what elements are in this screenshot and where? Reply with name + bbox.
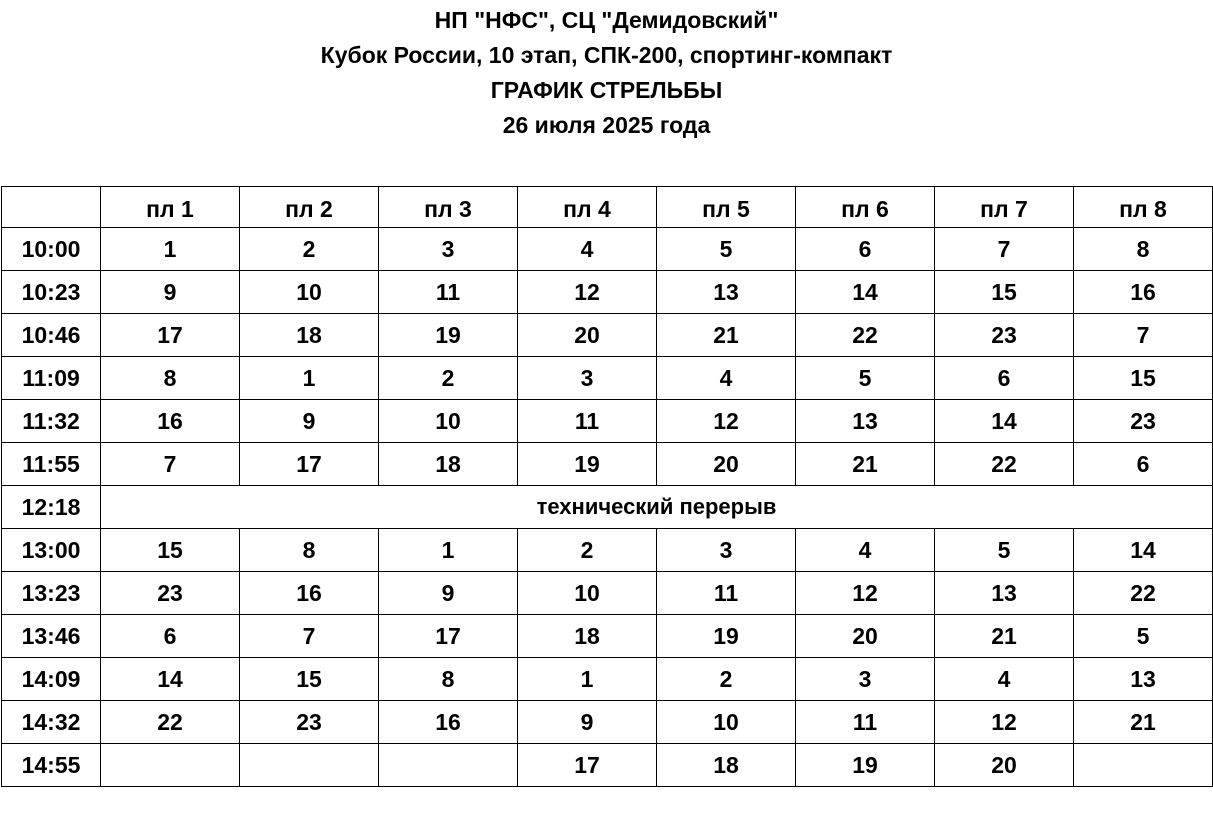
shooter-cell: 12	[657, 400, 796, 443]
shooter-cell: 12	[796, 572, 935, 615]
shooter-cell	[379, 744, 518, 787]
table-row	[2, 529, 1213, 572]
shooter-cell: 1	[240, 357, 379, 400]
shooter-cell: 7	[935, 228, 1074, 271]
shooter-cell: 14	[796, 271, 935, 314]
shooter-cell: 16	[1074, 271, 1213, 314]
shooter-cell: 1	[379, 529, 518, 572]
shooter-cell: 6	[1074, 443, 1213, 486]
shooter-cell: 14	[1074, 529, 1213, 572]
shooter-cell: 4	[935, 658, 1074, 701]
shooter-cell: 12	[935, 701, 1074, 744]
table-row	[2, 314, 1213, 357]
shooter-cell: 21	[657, 314, 796, 357]
header-cell-platform-2: пл 2	[240, 187, 379, 228]
shooter-cell: 8	[379, 658, 518, 701]
shooter-cell: 10	[518, 572, 657, 615]
table-row	[2, 658, 1213, 701]
shooter-cell: 19	[657, 615, 796, 658]
table-row	[2, 744, 1213, 787]
header-cell-time	[2, 187, 101, 228]
time-cell: 14:09	[2, 658, 101, 701]
table-row	[2, 228, 1213, 271]
shooter-cell: 4	[657, 357, 796, 400]
header-cell-platform-3: пл 3	[379, 187, 518, 228]
shooter-cell: 22	[935, 443, 1074, 486]
shooter-cell: 7	[240, 615, 379, 658]
shooter-cell: 17	[379, 615, 518, 658]
shooter-cell: 19	[518, 443, 657, 486]
shooter-cell: 22	[796, 314, 935, 357]
shooter-cell: 20	[935, 744, 1074, 787]
shooter-cell: 6	[935, 357, 1074, 400]
shooter-cell: 9	[518, 701, 657, 744]
shooter-cell: 13	[657, 271, 796, 314]
shooter-cell: 17	[518, 744, 657, 787]
shooter-cell: 18	[518, 615, 657, 658]
table-row	[2, 572, 1213, 615]
header-cell-platform-7: пл 7	[935, 187, 1074, 228]
shooter-cell: 2	[518, 529, 657, 572]
shooter-cell: 16	[379, 701, 518, 744]
shooter-cell: 9	[379, 572, 518, 615]
shooter-cell	[240, 744, 379, 787]
shooter-cell	[101, 744, 240, 787]
competition-title: Кубок России, 10 этап, СПК-200, спортинг-компакт	[320, 42, 893, 68]
shooter-cell: 20	[518, 314, 657, 357]
shooter-cell: 23	[935, 314, 1074, 357]
time-cell: 11:55	[2, 443, 101, 486]
shooter-cell: 14	[935, 400, 1074, 443]
table-row	[2, 271, 1213, 314]
shooter-cell: 17	[101, 314, 240, 357]
time-cell: 10:00	[2, 228, 101, 271]
time-cell: 13:23	[2, 572, 101, 615]
header-cell-platform-4: пл 4	[518, 187, 657, 228]
shooter-cell: 15	[240, 658, 379, 701]
schedule-date: 26 июля 2025 года	[502, 112, 711, 138]
shooter-cell: 23	[101, 572, 240, 615]
shooter-cell: 8	[101, 357, 240, 400]
time-cell: 11:32	[2, 400, 101, 443]
shooter-cell: 20	[796, 615, 935, 658]
shooter-cell: 19	[379, 314, 518, 357]
shooter-cell: 5	[657, 228, 796, 271]
shooter-cell: 15	[935, 271, 1074, 314]
document-header	[0, 0, 1213, 143]
shooter-cell: 4	[518, 228, 657, 271]
shooter-cell: 6	[101, 615, 240, 658]
shooter-cell: 11	[518, 400, 657, 443]
shooter-cell: 15	[101, 529, 240, 572]
shooter-cell: 3	[379, 228, 518, 271]
time-cell: 10:23	[2, 271, 101, 314]
time-cell: 14:32	[2, 701, 101, 744]
shooter-cell: 22	[101, 701, 240, 744]
shooter-cell: 7	[1074, 314, 1213, 357]
header-cell-platform-8: пл 8	[1074, 187, 1213, 228]
table-body	[2, 228, 1213, 787]
shooter-cell: 2	[240, 228, 379, 271]
shooter-cell: 18	[240, 314, 379, 357]
shooter-cell: 7	[101, 443, 240, 486]
shooter-cell: 8	[1074, 228, 1213, 271]
shooter-cell: 13	[796, 400, 935, 443]
organizer-title: НП "НФС", СЦ "Демидовский"	[434, 7, 779, 33]
header-cell-platform-6: пл 6	[796, 187, 935, 228]
time-cell: 13:46	[2, 615, 101, 658]
table-row	[2, 615, 1213, 658]
shooter-cell: 21	[796, 443, 935, 486]
shooting-schedule-table	[1, 186, 1213, 787]
header-cell-platform-5: пл 5	[657, 187, 796, 228]
table-row	[2, 400, 1213, 443]
technical-break-cell: технический перерыв	[101, 486, 1213, 529]
shooter-cell: 21	[1074, 701, 1213, 744]
shooter-cell: 5	[935, 529, 1074, 572]
shooter-cell: 19	[796, 744, 935, 787]
shooter-cell: 9	[101, 271, 240, 314]
shooter-cell: 23	[1074, 400, 1213, 443]
shooter-cell: 3	[796, 658, 935, 701]
shooter-cell: 18	[379, 443, 518, 486]
table-row	[2, 701, 1213, 744]
shooter-cell: 5	[796, 357, 935, 400]
shooter-cell: 3	[657, 529, 796, 572]
table-row	[2, 357, 1213, 400]
shooter-cell: 2	[657, 658, 796, 701]
shooter-cell: 14	[101, 658, 240, 701]
shooter-cell: 20	[657, 443, 796, 486]
shooter-cell: 22	[1074, 572, 1213, 615]
shooter-cell: 18	[657, 744, 796, 787]
shooter-cell: 3	[518, 357, 657, 400]
shooter-cell: 11	[657, 572, 796, 615]
shooter-cell: 9	[240, 400, 379, 443]
time-cell: 10:46	[2, 314, 101, 357]
shooter-cell: 13	[1074, 658, 1213, 701]
shooter-cell: 12	[518, 271, 657, 314]
shooter-cell: 1	[101, 228, 240, 271]
shooter-cell: 6	[796, 228, 935, 271]
time-cell: 13:00	[2, 529, 101, 572]
schedule-title: ГРАФИК СТРЕЛЬБЫ	[490, 77, 723, 103]
time-cell: 12:18	[2, 486, 101, 529]
shooter-cell: 10	[379, 400, 518, 443]
shooter-cell: 11	[379, 271, 518, 314]
shooter-cell: 16	[101, 400, 240, 443]
shooter-cell: 8	[240, 529, 379, 572]
shooter-cell: 4	[796, 529, 935, 572]
shooter-cell: 5	[1074, 615, 1213, 658]
table-row-break	[2, 486, 1213, 529]
header-cell-platform-1: пл 1	[101, 187, 240, 228]
table-row	[2, 443, 1213, 486]
time-cell: 11:09	[2, 357, 101, 400]
shooter-cell: 23	[240, 701, 379, 744]
shooter-cell: 17	[240, 443, 379, 486]
time-cell: 14:55	[2, 744, 101, 787]
shooter-cell: 10	[657, 701, 796, 744]
shooter-cell: 21	[935, 615, 1074, 658]
shooter-cell: 15	[1074, 357, 1213, 400]
shooter-cell: 2	[379, 357, 518, 400]
table-header-row	[2, 187, 1213, 228]
shooter-cell: 13	[935, 572, 1074, 615]
shooter-cell: 1	[518, 658, 657, 701]
shooter-cell	[1074, 744, 1213, 787]
shooter-cell: 10	[240, 271, 379, 314]
shooter-cell: 11	[796, 701, 935, 744]
shooter-cell: 16	[240, 572, 379, 615]
